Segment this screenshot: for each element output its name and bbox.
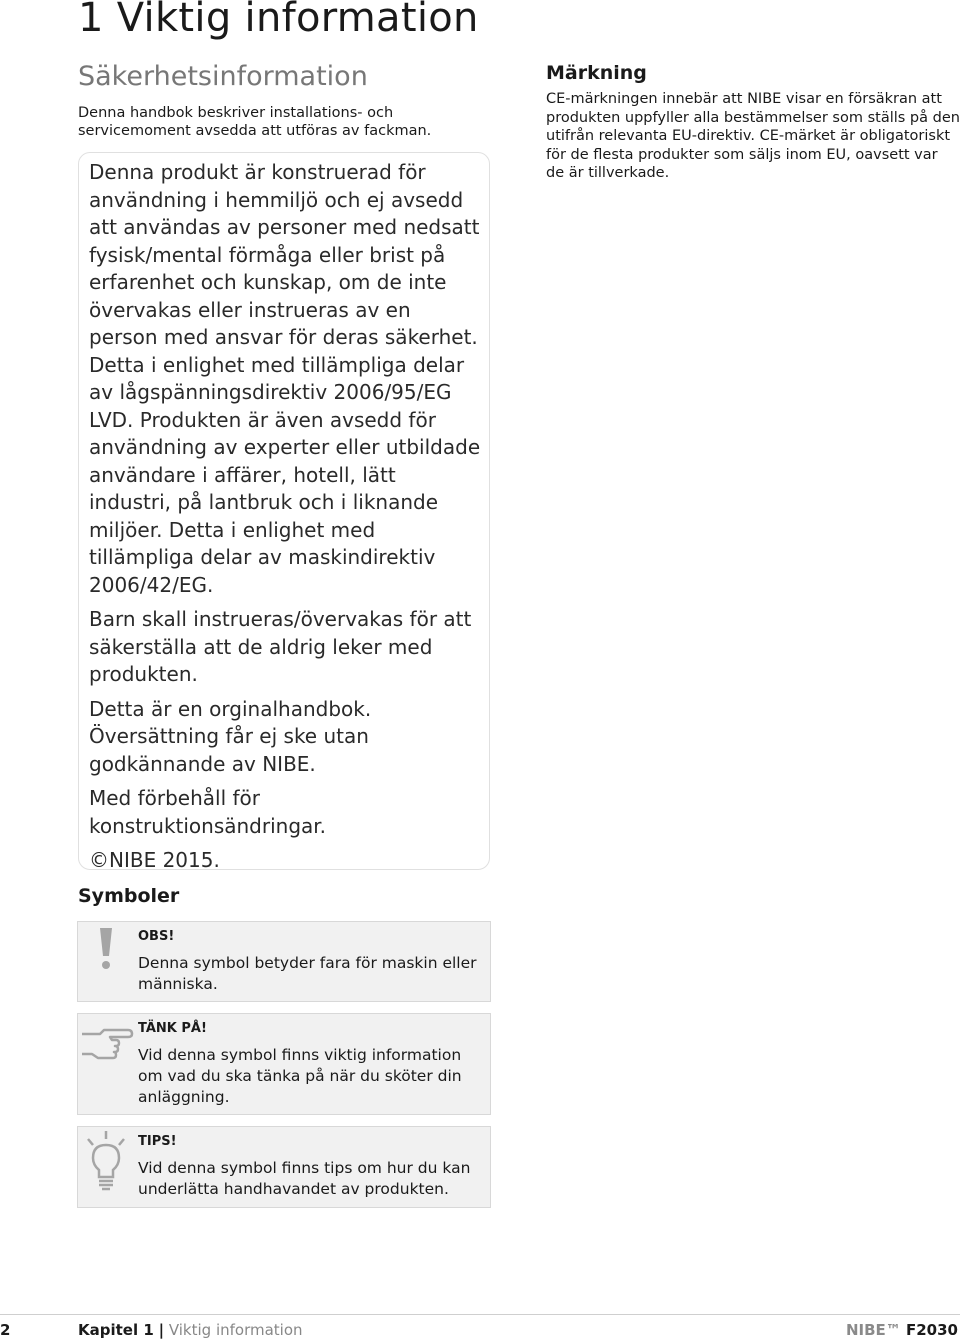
footer-brand: NIBE™ bbox=[845, 1321, 901, 1339]
page-number: 2 bbox=[0, 1321, 11, 1339]
lightbulb-icon bbox=[78, 1127, 134, 1207]
safety-intro: Denna handbok beskriver installations- och servicemoment avsedda att utföras av fackman. bbox=[78, 105, 432, 139]
symbols-title: Symboler bbox=[78, 885, 180, 907]
safety-notice-box bbox=[78, 152, 490, 870]
section-title-safety: Säkerhetsinformation bbox=[78, 61, 368, 92]
symbol-box-tank-pa bbox=[77, 1013, 491, 1115]
footer-divider bbox=[0, 1314, 960, 1315]
symbol-description: Vid denna symbol finns tips om hur du kan underlätta handhavandet av produkten. bbox=[138, 1159, 471, 1198]
chapter-title: 1 Viktig information bbox=[78, 0, 479, 41]
footer-chapter bbox=[78, 1320, 303, 1340]
pointing-hand-icon bbox=[78, 1014, 134, 1094]
safety-paragraph: Denna produkt är konstruerad för användning i hemmiljö och ej avsedd att användas av personer med nedsatt fysisk/mental förmåga eller brist på erfarenhet och kunskap, om de inte övervakas eller instrueras av en person med ansvar för deras säkerhet. Detta i enlighet med tillämpliga delar av lågspänningsdirektiv 2006/95/EG LVD. Produkten är även avsedd för användning av experter eller utbildade användare i affärer, hotell, lätt industri, på lantbruk och i liknande miljöer. Detta i enlighet med tillämpliga delar av maskindirektiv 2006/42/EG. bbox=[89, 160, 481, 597]
symbol-description: Denna symbol betyder fara för maskin eller människa. bbox=[138, 954, 477, 993]
exclamation-icon bbox=[78, 922, 134, 1002]
marking-text: CE-märkningen innebär att NIBE visar en försäkran att produkten uppfyller alla bestämmelser som ställs på den utifrån relevanta EU-direktiv. CE-märket är obligatoriskt för de flesta produkter som säljs inom EU, oavsett var de är tillverkade. bbox=[546, 91, 960, 181]
safety-paragraph: Med förbehåll för konstruktionsändringar. bbox=[89, 786, 327, 838]
symbol-title: TIPS! bbox=[138, 1134, 177, 1149]
symbol-title: TÄNK PÅ! bbox=[138, 1021, 207, 1036]
symbol-title: OBS! bbox=[138, 929, 175, 944]
marking-title: Märkning bbox=[546, 62, 647, 84]
footer-model: F2030 bbox=[906, 1321, 958, 1339]
copyright-notice: ©NIBE 2015. bbox=[89, 848, 220, 872]
footer-separator: | bbox=[158, 1321, 165, 1339]
footer-chapter-name: Viktig information bbox=[168, 1321, 303, 1339]
safety-paragraph: Detta är en orginalhandbok. Översättning får ej ske utan godkännande av NIBE. bbox=[89, 696, 372, 776]
symbol-box-tips bbox=[77, 1126, 491, 1208]
symbol-description: Vid denna symbol finns viktig information om vad du ska tänka på när du sköter din anläggning. bbox=[138, 1046, 462, 1106]
footer-chapter-label: Kapitel 1 bbox=[78, 1321, 154, 1339]
marking-section bbox=[546, 60, 960, 183]
symbol-box-obs bbox=[77, 921, 491, 1002]
footer-product bbox=[846, 1320, 958, 1340]
safety-paragraph: Barn skall instrueras/övervakas för att säkerställa att de aldrig leker med produkten. bbox=[89, 607, 472, 686]
